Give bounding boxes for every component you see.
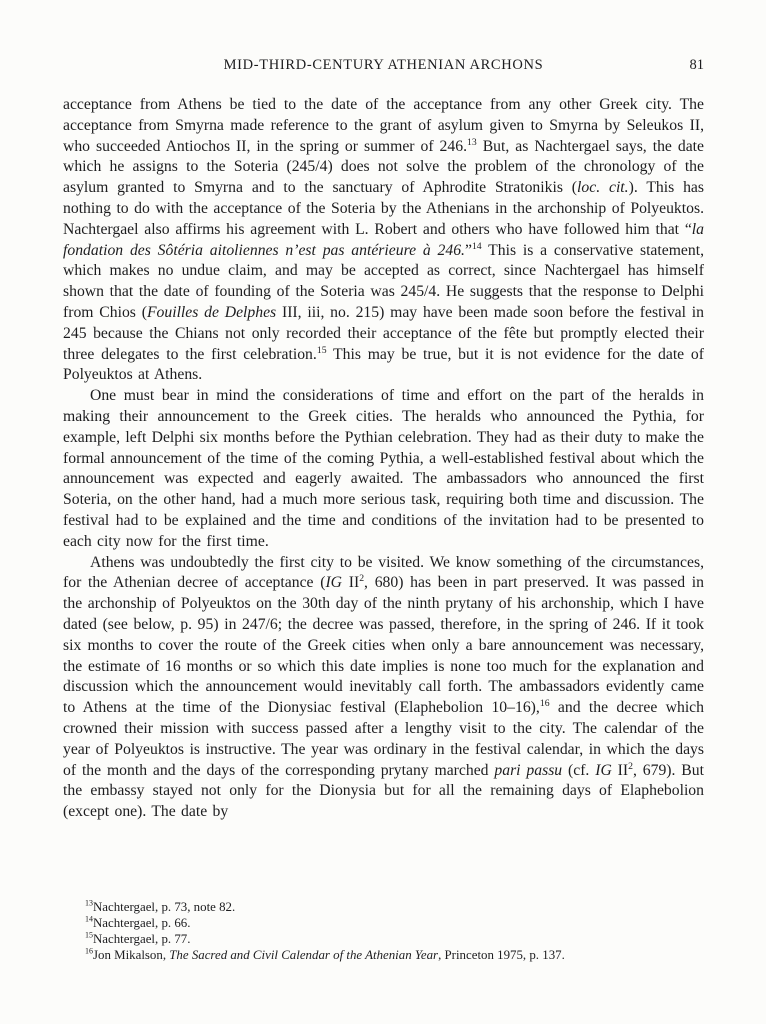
- text-run: II: [611, 761, 629, 779]
- text-run: This is a conservative statement, which makes no undue claim, and may be accepted as correct, since Nachtergael has himself shown that the date of founding of the Soteria was 245/4. He suggests that the response to Delphi from Chios (: [63, 241, 704, 321]
- page-number: 81: [689, 57, 704, 73]
- text-run: III, iii, no. 215) may have been made soon before the festival in 245 because the Chians not only recorded their acceptance of the fête but promptly elected their three delegates to the first celebration.: [63, 303, 704, 363]
- text-run: II: [342, 574, 360, 592]
- italic-run: la fondation des Sôtéria aitoliennes n’est pas antérieure à 246.: [63, 220, 704, 259]
- text-run: and the decree which crowned their mission with success passed after a lengthy visit to the city. The calendar of the year of Polyeuktos is instructive. The year was ordinary in the festival calendar, in which the days of the month and the days of the corresponding prytany marched: [63, 699, 704, 779]
- text-run: This may be true, but it is not evidence for the date of Polyeuktos at Athens.: [63, 345, 704, 384]
- text-run: One must bear in mind the considerations of time and effort on the part of the heralds in making their announcement to the Greek cities. The heralds who announced the Pythia, for example, left Delphi six months before the Pythian celebration. They had as their duty to make the formal announcement of the time of the coming Pythia, a well-established festival about which the announcement was expected and eagerly awaited. The ambassadors who announced the first Soteria, on the other hand, had a much more serious task, requiring both time and discussion. The festival had to be explained and the time and conditions of the invitation had to be presented to each city now for the first time.: [63, 387, 704, 550]
- footnote-3: [63, 931, 723, 947]
- page-header: [63, 57, 704, 74]
- text-run: ”: [464, 241, 472, 259]
- text-run: But, as Nachtergael says, the date which he assigns to the Soteria (245/4) does not solve the problem of the chronology of the asylum granted to Smyrna and to the sanctuary of Aphrodite Stratonikis (: [63, 137, 704, 197]
- text-run: Nachtergael, p. 77.: [92, 932, 191, 947]
- paragraph-3: [63, 553, 704, 823]
- body-text: [63, 95, 704, 823]
- footnote-ref: 14: [471, 240, 482, 252]
- italic-run: IG: [595, 761, 612, 779]
- text-run: , 680) has been in part preserved. It was passed in the archonship of Polyeuktos on the 30th day of the ninth prytany of his archonship, which I have dated (see below, p. 95) in 247/6; the decree was passed, therefore, in the spring of 246. If it took six months to cover the route of the Greek cities when only a bare announcement was necessary, the estimate of 16 months or so which this date implies is none too much for the explanation and discussion which the announcement would inevitably call forth. The ambassadors evidently came to Athens at the time of the Dionysiac festival (Elaphebolion 10–16),: [63, 574, 704, 717]
- footnote-ref: 15: [316, 344, 327, 356]
- footnote-ref: 13: [467, 136, 477, 148]
- footnote-ref: 15: [85, 930, 93, 940]
- footnote-2: [63, 915, 723, 931]
- footnote-ref: 14: [85, 914, 93, 924]
- text-run: (cf.: [562, 761, 596, 779]
- footnote-1: [63, 899, 723, 915]
- text-run: acceptance from Athens be tied to the date of the acceptance from any other Greek city. The acceptance from Smyrna made reference to the grant of asylum given to Smyrna by Seleukos II, who succeeded Antiochos II, in the spring or summer of 246.: [63, 96, 704, 155]
- italic-run: IG: [325, 574, 342, 592]
- paragraph-2: [63, 386, 704, 552]
- text-run: ). This has nothing to do with the acceptance of the Soteria by the Athenians in the archonship of Polyeuktos. Nachtergael also affirms his agreement with L. Robert and others who have followed him that “: [63, 179, 704, 238]
- footnote-ref: 2: [628, 760, 633, 772]
- italic-run: Fouilles de Delphes: [146, 303, 277, 321]
- text-run: , 679). But the embassy stayed not only for the Dionysia but for all the remaining days of Elaphebolion (except one). The date by: [63, 761, 704, 821]
- italic-run: loc. cit.: [577, 179, 629, 197]
- text-run: Nachtergael, p. 73, note 82.: [92, 900, 236, 914]
- running-title: MID-THIRD-CENTURY ATHENIAN ARCHONS: [223, 57, 544, 73]
- footnote-ref: 13: [85, 898, 93, 908]
- footnote-ref: 16: [85, 946, 93, 956]
- text-run: Nachtergael, p. 66.: [92, 916, 191, 931]
- footnote-ref: 16: [539, 697, 550, 709]
- text-run: Jon Mikalson,: [92, 948, 170, 963]
- footnotes: [63, 899, 723, 963]
- footnote-4: [63, 947, 723, 963]
- paragraph-1: [63, 95, 704, 386]
- italic-run: The Sacred and Civil Calendar of the Athenian Year: [169, 948, 439, 963]
- footnote-ref: 2: [359, 573, 365, 585]
- text-run: Athens was undoubtedly the first city to be visited. We know something of the circumstances, for the Athenian decree of acceptance (: [63, 553, 704, 592]
- italic-run: pari passu: [494, 761, 563, 779]
- text-run: , Princeton 1975, p. 137.: [438, 948, 565, 963]
